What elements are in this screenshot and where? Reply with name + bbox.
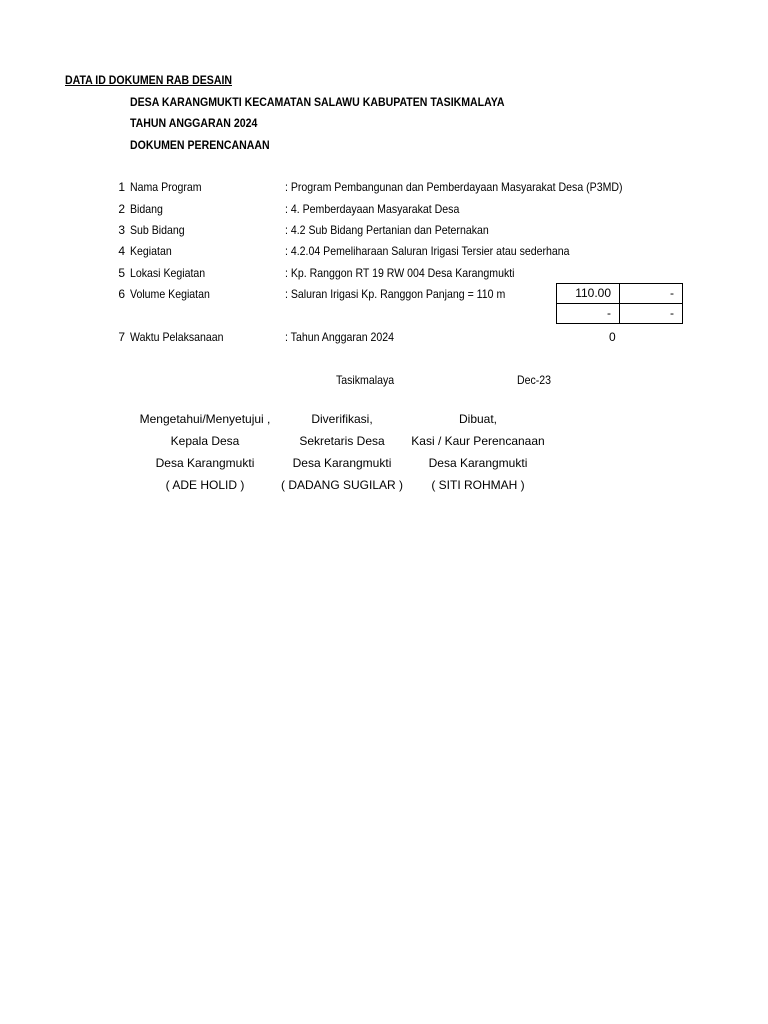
item-label: Nama Program <box>130 180 202 194</box>
item-label: Bidang <box>130 202 163 216</box>
item-value: : 4. Pemberdayaan Masyarakat Desa <box>285 202 460 216</box>
item-number: 3 <box>118 223 125 237</box>
signature-name: ( DADANG SUGILAR ) <box>280 478 403 492</box>
signature-position: Kepala Desa <box>170 434 240 448</box>
volume-cell: - <box>620 304 683 324</box>
signature-role: Mengetahui/Menyetujui , <box>139 412 271 426</box>
item-label: Waktu Pelaksanaan <box>130 330 224 344</box>
document-title: DATA ID DOKUMEN RAB DESAIN <box>65 73 233 87</box>
signature-name: ( ADE HOLID ) <box>165 478 245 492</box>
item-label: Kegiatan <box>130 244 172 258</box>
volume-cell: - <box>620 284 683 304</box>
signature-name: ( SITI ROHMAH ) <box>431 478 525 492</box>
place-name: Tasikmalaya <box>336 373 395 387</box>
signature-position: Kasi / Kaur Perencanaan <box>411 434 545 448</box>
signature-role: Dibuat, <box>458 412 498 426</box>
signature-org: Desa Karangmukti <box>428 456 528 470</box>
item-number: 7 <box>118 330 125 344</box>
item-value: : Tahun Anggaran 2024 <box>285 330 395 344</box>
item-number: 1 <box>118 180 125 194</box>
table-row <box>557 304 683 324</box>
signature-role: Diverifikasi, <box>311 412 373 426</box>
signature-position: Sekretaris Desa <box>299 434 385 448</box>
volume-table <box>556 283 683 324</box>
signature-org: Desa Karangmukti <box>155 456 255 470</box>
item-label: Lokasi Kegiatan <box>130 266 206 280</box>
document-date: Dec-23 <box>517 373 552 387</box>
item-number: 6 <box>118 287 125 301</box>
item-value: : Program Pembangunan dan Pemberdayaan Masyarakat Desa (P3MD) <box>285 180 623 194</box>
item-number: 4 <box>118 244 125 258</box>
signature-block-kepala-desa <box>125 412 285 500</box>
signature-org: Desa Karangmukti <box>292 456 392 470</box>
item-value: : Kp. Ranggon RT 19 RW 004 Desa Karangmukti <box>285 266 515 280</box>
item-label: Sub Bidang <box>130 223 185 237</box>
header-line-year: TAHUN ANGGARAN 2024 <box>130 116 258 130</box>
volume-cell: 110.00 <box>557 284 620 304</box>
item-number: 5 <box>118 266 125 280</box>
item-number: 2 <box>118 202 125 216</box>
item-label: Volume Kegiatan <box>130 287 210 301</box>
table-row <box>557 284 683 304</box>
header-line-doc: DOKUMEN PERENCANAAN <box>130 138 270 152</box>
header-line-village: DESA KARANGMUKTI KECAMATAN SALAWU KABUPATEN TASIKMALAYA <box>130 95 505 109</box>
volume-cell: - <box>557 304 620 324</box>
item-value: : 4.2 Sub Bidang Pertanian dan Peternakan <box>285 223 489 237</box>
signature-block-kasi <box>398 412 558 500</box>
waktu-extra-value: 0 <box>609 330 616 344</box>
item-value: : Saluran Irigasi Kp. Ranggon Panjang = 110 m <box>285 287 506 301</box>
item-value: : 4.2.04 Pemeliharaan Saluran Irigasi Tersier atau sederhana <box>285 244 570 258</box>
